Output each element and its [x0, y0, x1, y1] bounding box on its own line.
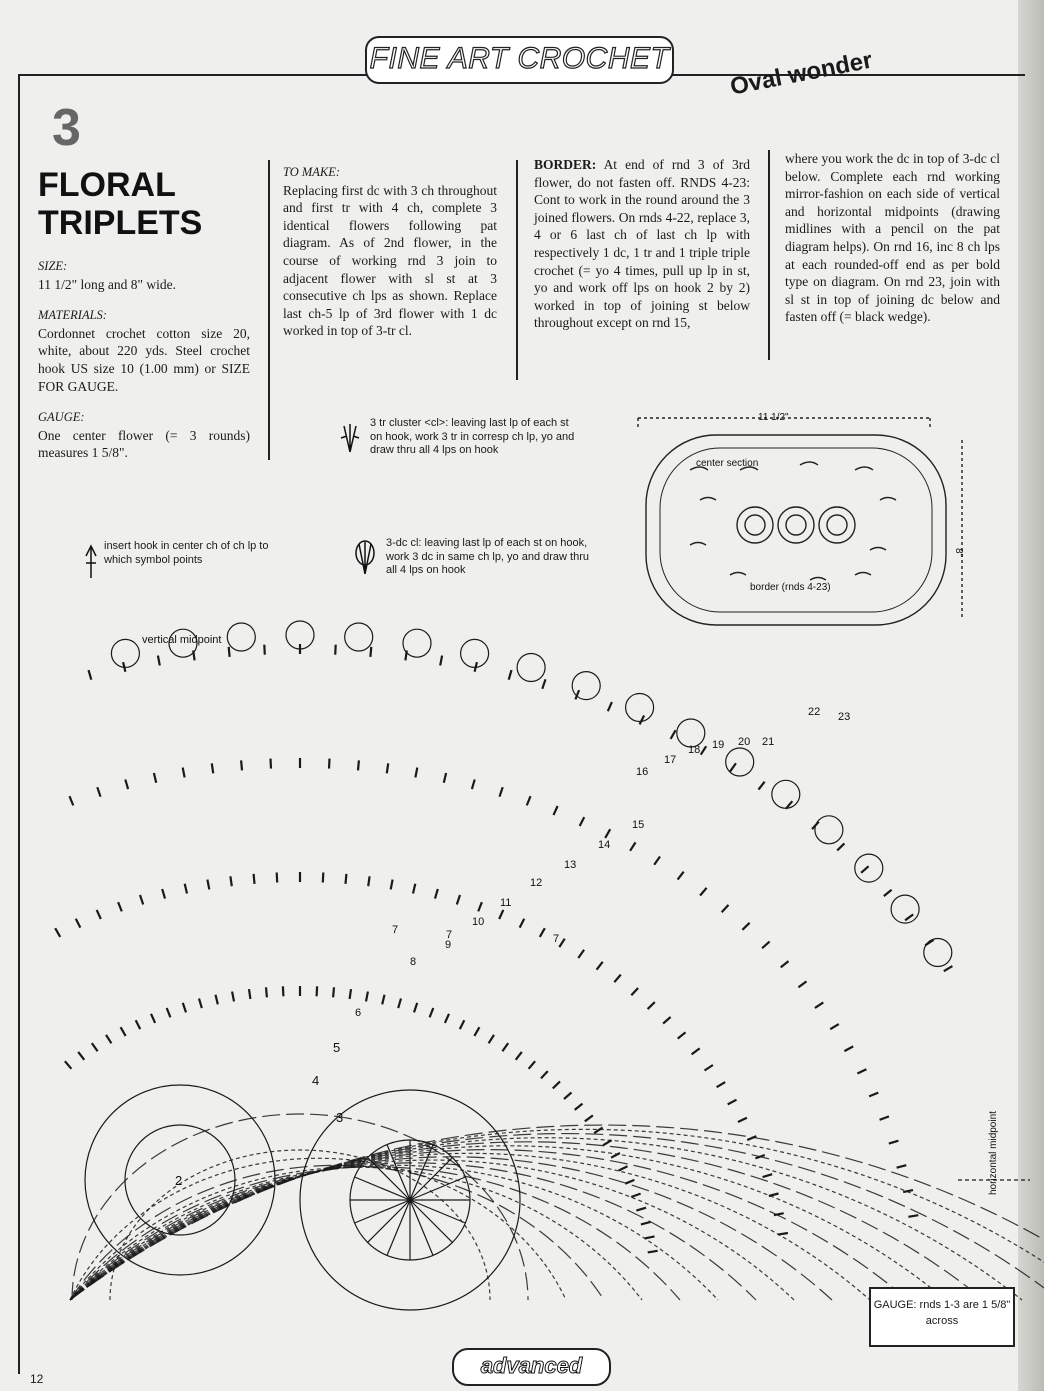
stitch-mark: [603, 1140, 612, 1145]
stitch-mark: [692, 1048, 700, 1054]
schematic-height: 8": [953, 548, 964, 558]
round-label: 7: [446, 929, 453, 941]
round-label: 18: [688, 744, 701, 756]
stitch-mark: [540, 928, 545, 937]
stitch-mark: [277, 873, 278, 883]
stitch-mark: [167, 1008, 171, 1017]
chain-round: [70, 1165, 718, 1300]
stitch-mark: [705, 1065, 713, 1071]
picot-loop: [855, 854, 883, 882]
stitch-mark: [769, 1194, 779, 1197]
stitch-mark: [641, 1222, 651, 1225]
stitch-mark: [738, 1118, 747, 1122]
skill-level-text: advanced: [480, 1353, 583, 1378]
stitch-mark: [553, 1081, 560, 1088]
stitch-mark: [162, 889, 165, 899]
picot-loop: [815, 816, 843, 844]
stitch-mark: [382, 995, 384, 1005]
stitch-mark: [575, 1104, 583, 1110]
round-label: 21: [762, 736, 775, 748]
stitch-mark: [529, 1061, 536, 1069]
insert-hook-note: insert hook in center ch of ch lp to which symbol points: [104, 540, 269, 566]
stitch-mark: [106, 1035, 111, 1043]
border-heading: BORDER:: [534, 157, 597, 172]
round-label: 8: [410, 956, 417, 968]
round-label: 3: [336, 1110, 344, 1125]
chain-round: [70, 1165, 604, 1300]
stitch-mark: [414, 1003, 417, 1013]
gauge-box: GAUGE: rnds 1-3 are 1 5/8" across: [869, 1287, 1015, 1347]
stitch-mark: [631, 988, 638, 995]
stitch-mark: [489, 1035, 494, 1043]
spoke-line: [368, 1158, 410, 1200]
to-make-text: Replacing first dc with 3 ch throughout and first tr with 4 ch, complete 3 identical flowers following pat diagram. As of 2nd flower, in the course of working rnd 3 join to adjacent flower with sl st at 3 consecutive ch lps as shown. Replace last ch-5 lp of 3rd flower with 1 dc worked in top of 3-tr cl.: [283, 182, 497, 339]
stitch-mark: [502, 1043, 508, 1051]
stitch-mark: [499, 910, 503, 919]
size-heading: SIZE:: [38, 259, 68, 273]
round-label: 10: [472, 916, 485, 928]
stitch-mark: [722, 905, 729, 912]
stitch-mark: [70, 796, 74, 805]
round-label: 2: [175, 1173, 183, 1188]
pattern-number: 3: [52, 99, 81, 157]
stitch-mark: [212, 763, 213, 773]
page-subtitle: Oval wonder: [727, 46, 875, 101]
stitch-mark: [92, 1043, 98, 1051]
to-make-heading: TO MAKE:: [283, 165, 341, 179]
stitch-mark: [654, 857, 660, 865]
tr-cluster-symbol: [341, 424, 359, 452]
stitch-mark: [413, 884, 415, 894]
stitch-mark: [597, 962, 603, 970]
stitch-mark: [65, 1061, 72, 1069]
stitch-mark: [254, 874, 255, 884]
stitch-mark: [678, 1032, 686, 1038]
stitch-mark: [123, 662, 125, 672]
round-label: 20: [738, 736, 751, 748]
stitch-mark: [207, 880, 209, 890]
size-text: 11 1/2" long and 8" wide.: [38, 276, 177, 292]
stitch-mark: [648, 1002, 655, 1009]
stitch-mark: [323, 873, 324, 883]
round-label: 4: [312, 1073, 320, 1088]
tr-cluster-note: 3 tr cluster <cl>: leaving last lp of each st on hook, work 3 tr in corresp ch lp, yo and draw thru all 4 lps on hook: [370, 417, 575, 456]
stitch-mark: [636, 1208, 646, 1211]
stitch-mark: [857, 1069, 866, 1073]
stitch-mark: [631, 1194, 640, 1197]
spoke-line: [410, 1158, 452, 1200]
picot-loop: [726, 748, 754, 776]
stitch-mark: [118, 902, 122, 911]
stitch-mark: [509, 670, 512, 680]
stitch-mark: [516, 1052, 522, 1060]
stitch-mark: [346, 874, 347, 884]
dc-cluster-note: 3-dc cl: leaving last lp of each st on hook, work 3 dc in same ch lp, yo and draw thru all 4 lps on hook: [386, 537, 589, 576]
stitch-mark: [241, 760, 242, 770]
stitch-mark: [158, 656, 160, 666]
stitch-mark: [578, 950, 584, 958]
stitch-mark: [271, 759, 272, 769]
schematic-center-label: center section: [696, 458, 759, 469]
stitch-mark: [125, 780, 128, 790]
round-label: 6: [355, 1007, 362, 1019]
stitch-mark: [541, 1071, 548, 1078]
stitch-mark: [329, 759, 330, 769]
stitch-mark: [542, 679, 545, 689]
round-label: 7: [392, 924, 399, 936]
stitch-mark: [216, 995, 218, 1005]
chain-round: [70, 1150, 908, 1300]
stitch-mark: [778, 1233, 788, 1235]
round-label: 9: [445, 939, 452, 951]
stitch-mark: [415, 768, 417, 778]
round-label: 13: [564, 859, 577, 871]
stitch-mark: [908, 1215, 918, 1217]
size-schematic: [638, 418, 962, 625]
round-label: 22: [808, 706, 821, 718]
stitch-mark: [472, 780, 475, 790]
stitch-mark: [608, 702, 612, 711]
stitch-mark: [232, 992, 234, 1002]
stitch-mark: [903, 1190, 913, 1192]
stitch-mark: [763, 1174, 773, 1177]
border-text: At end of rnd 3 of 3rd flower, do not fasten off. RNDS 4-23: Cont to work in the round around the 3 joined flowers. On rnds 4-22, replace 3, 4 or 6 last ch of last ch lp with respectively 1 dc, 1 tr and 1 triple triple crochet (= yo 4 times, pull up lp in st, yo and work off lps on hook 2 by 2) worked in top of joining st below throughout except on rnd 15,: [534, 157, 750, 331]
stitch-mark: [645, 1236, 655, 1238]
stitch-mark: [140, 895, 143, 905]
round-label: 12: [530, 877, 543, 889]
stitch-mark: [136, 1020, 141, 1029]
stitch-mark: [435, 889, 438, 899]
stitch-mark: [440, 656, 442, 666]
title-line: TRIPLETS: [38, 204, 203, 242]
stitch-mark: [781, 961, 789, 967]
chain-round: [110, 1150, 490, 1300]
round-label: 11: [500, 897, 512, 909]
stitch-mark: [554, 806, 558, 815]
picot-loop: [461, 639, 489, 667]
stitch-mark: [759, 782, 765, 790]
stitch-mark: [594, 1128, 602, 1134]
stitch-mark: [559, 939, 564, 947]
page-number: 12: [30, 1372, 44, 1386]
continued-text: where you work the dc in top of 3-dc cl below. Complete each rnd working mirror-fashion on each side of vertical and horizontal midpoints (drawing midlines with a pencil on the pat diagram helps). On rnd 16, inc 8 ch lps at each rounded-off end as per bold type on diagram. On rnd 23, join with sl st in top of joining dc below and fasten off (= black wedge).: [785, 151, 1000, 325]
stitch-mark: [944, 966, 953, 971]
round-label: 16: [636, 766, 649, 778]
stitch-mark: [430, 1008, 434, 1017]
stitch-mark: [619, 1166, 628, 1170]
stitch-mark: [358, 760, 359, 770]
stitch-mark: [585, 1115, 593, 1121]
stitch-mark: [199, 999, 202, 1009]
stitch-mark: [630, 842, 635, 850]
stitch-mark: [266, 987, 267, 997]
stitch-mark: [905, 914, 913, 920]
dc-cluster-symbol: [356, 541, 374, 574]
stitch-mark: [663, 1017, 671, 1024]
stitch-mark: [264, 645, 265, 655]
stitch-mark: [405, 651, 406, 661]
stitch-mark: [742, 923, 749, 930]
stitch-mark: [317, 986, 318, 996]
stitch-mark: [640, 716, 645, 725]
stitch-mark: [445, 1014, 449, 1023]
picot-loop: [677, 719, 705, 747]
stitch-mark: [678, 872, 684, 880]
stitch-mark: [76, 919, 81, 928]
stitch-mark: [89, 670, 92, 680]
stitch-mark: [366, 992, 368, 1002]
spoke-line: [410, 1200, 452, 1242]
round-label: 19: [712, 739, 725, 751]
chain-round: [70, 1125, 1044, 1300]
round-label: 7: [553, 933, 560, 945]
stitch-mark: [527, 796, 531, 805]
stitch-mark: [78, 1052, 84, 1060]
stitch-mark: [701, 746, 706, 754]
picot-loop: [227, 623, 255, 651]
stitch-mark: [605, 829, 610, 838]
gauge-heading: GAUGE:: [38, 410, 85, 425]
materials-text: Cordonnet crochet cotton size 20, white, about 220 yds. Steel crochet hook US size 10 (1.00 mm) or SIZE FOR GAUGE.: [38, 325, 250, 394]
spoke-line: [368, 1200, 410, 1242]
banner-text: FINE ART CROCHET: [369, 42, 670, 75]
stitch-mark: [185, 884, 187, 894]
stitch-mark: [387, 763, 388, 773]
stitch-mark: [798, 981, 806, 987]
stitch-mark: [55, 928, 60, 937]
stitch-mark: [671, 730, 676, 739]
stitch-mark: [897, 1165, 907, 1168]
stitch-mark: [444, 773, 446, 783]
stitch-mark: [283, 986, 284, 996]
stitch-mark: [97, 910, 101, 919]
chain-round: [70, 1158, 566, 1300]
stitch-mark: [837, 843, 844, 850]
gauge-text: One center flower (= 3 rounds) measures 1 5/8".: [38, 427, 250, 461]
stitch-mark: [884, 890, 892, 896]
vertical-midpoint-label: vertical midpoint: [142, 634, 222, 646]
stitch-mark: [183, 1003, 186, 1013]
stitch-mark: [230, 876, 231, 886]
stitch-mark: [154, 773, 156, 783]
stitch-mark: [625, 1180, 634, 1184]
picot-loop: [517, 654, 545, 682]
stitch-mark: [97, 787, 100, 797]
stitch-mark: [520, 919, 525, 928]
materials-heading: MATERIALS:: [38, 308, 107, 323]
stitch-mark: [193, 651, 194, 661]
stitch-mark: [183, 768, 185, 778]
title-line: FLORAL: [38, 166, 176, 204]
picot-loop: [345, 623, 373, 651]
stitch-mark: [121, 1027, 126, 1036]
stitch-mark: [815, 1002, 823, 1008]
round-label: 14: [598, 839, 611, 851]
round-label: 23: [838, 711, 851, 723]
stitch-mark: [335, 645, 336, 655]
stitch-mark: [478, 902, 482, 911]
stitch-mark: [700, 888, 707, 896]
stitch-mark: [880, 1116, 889, 1119]
insert-hook-symbol: [86, 546, 96, 578]
stitch-mark: [648, 1251, 658, 1253]
stitch-mark: [580, 817, 585, 826]
stitch-mark: [370, 647, 371, 657]
stitch-mark: [391, 880, 393, 890]
schematic-border-label: border (rnds 4-23): [750, 582, 831, 593]
picot-loop: [111, 639, 139, 667]
stitch-mark: [728, 1100, 737, 1105]
stitch-mark: [475, 662, 477, 672]
stitch-diagram: [55, 621, 1044, 1310]
stitch-mark: [730, 763, 736, 771]
picot-loop: [626, 694, 654, 722]
stitch-mark: [500, 787, 503, 797]
skill-level-badge: [452, 1348, 611, 1386]
stitch-mark: [474, 1027, 479, 1036]
stitch-mark: [151, 1014, 155, 1023]
schematic-width: 11 1/2": [758, 412, 789, 423]
stitch-mark: [762, 942, 770, 949]
stitch-mark: [333, 987, 334, 997]
round-labels: [175, 706, 850, 1188]
stitch-mark: [457, 895, 460, 905]
stitch-mark: [869, 1093, 878, 1097]
stitch-mark: [861, 866, 869, 873]
chain-round: [70, 1129, 1044, 1300]
stitch-mark: [614, 975, 621, 983]
stitch-mark: [717, 1082, 726, 1087]
round-label: 15: [632, 819, 645, 831]
stitch-mark: [249, 989, 250, 999]
stitch-mark: [889, 1141, 899, 1144]
stitch-mark: [564, 1092, 572, 1099]
picot-loop: [891, 895, 919, 923]
chain-round: [70, 1138, 1022, 1300]
chain-round: [70, 1134, 1044, 1300]
picot-loop: [772, 780, 800, 808]
stitch-mark: [844, 1046, 853, 1051]
stitch-mark: [229, 647, 230, 657]
round-label: 5: [333, 1040, 341, 1055]
stitch-mark: [368, 876, 369, 886]
chain-round: [70, 1146, 946, 1300]
stitch-mark: [350, 989, 351, 999]
stitch-mark: [830, 1024, 839, 1029]
horizontal-midpoint-label: horizontal midpoint: [988, 1111, 999, 1195]
stitch-mark: [398, 999, 401, 1009]
chain-round: [70, 1142, 984, 1300]
round-label: 17: [664, 754, 677, 766]
stitch-mark: [460, 1020, 465, 1029]
